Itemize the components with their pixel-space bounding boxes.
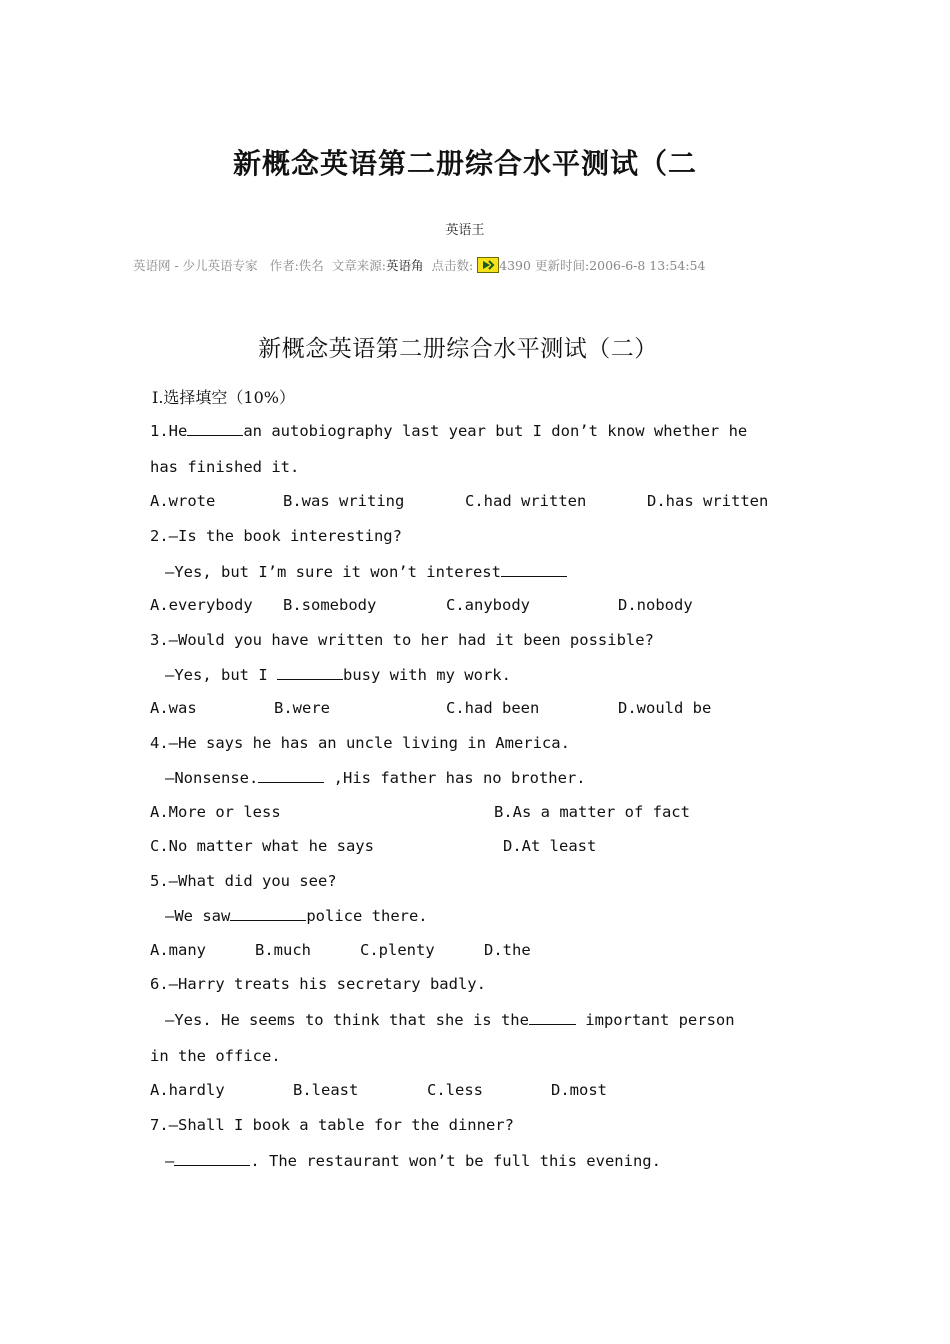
answer-blank[interactable]: [187, 421, 243, 436]
answer-blank[interactable]: [529, 1010, 576, 1025]
question-5-line-2: —We saw police there.: [165, 907, 428, 925]
option-d: D.has written: [647, 492, 769, 510]
option-c: C.No matter what he says: [150, 837, 374, 855]
meta-site: 英语网 - 少儿英语专家: [133, 258, 258, 273]
question-4-line-1: 4.—He says he has an uncle living in America.: [150, 734, 570, 752]
question-3-line-1: 3.—Would you have written to her had it been possible?: [150, 631, 654, 649]
article-meta: [133, 256, 705, 274]
option-d: D.nobody: [618, 596, 693, 614]
question-6-line-3: in the office.: [150, 1047, 281, 1065]
question-7-line-1: 7.—Shall I book a table for the dinner?: [150, 1116, 514, 1134]
question-5-line-1: 5.—What did you see?: [150, 872, 337, 890]
option-b: B.least: [293, 1081, 359, 1099]
section-subtitle: 新概念英语第二册综合水平测试（二）: [258, 336, 658, 362]
option-d: D.most: [551, 1081, 607, 1099]
option-a: A.many: [150, 941, 206, 959]
option-c: C.less: [427, 1081, 483, 1099]
question-6-line-2: —Yes. He seems to think that she is the important person: [165, 1011, 735, 1029]
question-4-line-2: —Nonsense. ,His father has no brother.: [165, 769, 586, 787]
option-c: C.had been: [446, 699, 540, 717]
question-1-line-2: has finished it.: [150, 458, 300, 476]
question-2-line-1: 2.—Is the book interesting?: [150, 527, 402, 545]
option-a: A.hardly: [150, 1081, 225, 1099]
meta-source-link[interactable]: 英语角: [385, 258, 424, 273]
section-heading: Ⅰ.选择填空（10%）: [152, 388, 295, 407]
option-b: B.much: [255, 941, 311, 959]
option-a: A.wrote: [150, 492, 216, 510]
option-a: A.everybody: [150, 596, 253, 614]
option-d: D.At least: [503, 837, 597, 855]
counter-icon: [477, 257, 499, 273]
answer-blank[interactable]: [277, 665, 343, 680]
author-line: 英语王: [445, 223, 485, 238]
question-1-line-1: 1.He an autobiography last year but I don’t know whether he: [150, 422, 748, 440]
answer-blank[interactable]: [258, 768, 324, 783]
option-b: B.As a matter of fact: [494, 803, 690, 821]
meta-author: 作者:佚名: [269, 258, 324, 273]
question-7-line-2: — . The restaurant won’t be full this evening.: [165, 1152, 661, 1170]
option-c: C.plenty: [360, 941, 435, 959]
meta-clicks: 4390: [499, 258, 531, 273]
option-a: A.More or less: [150, 803, 281, 821]
document-title: 新概念英语第二册综合水平测试（二: [232, 147, 697, 180]
option-d: D.would be: [618, 699, 712, 717]
option-d: D.the: [484, 941, 531, 959]
option-c: C.had written: [465, 492, 587, 510]
answer-blank[interactable]: [501, 562, 567, 577]
option-c: C.anybody: [446, 596, 530, 614]
meta-source-label: 文章来源:: [331, 258, 386, 273]
meta-clicks-label: 点击数:: [431, 258, 474, 273]
option-b: B.were: [274, 699, 330, 717]
question-6-line-1: 6.—Harry treats his secretary badly.: [150, 975, 486, 993]
option-b: B.was writing: [283, 492, 405, 510]
answer-blank[interactable]: [174, 1151, 250, 1166]
option-a: A.was: [150, 699, 197, 717]
meta-updated: 更新时间:2006-6-8 13:54:54: [534, 258, 706, 273]
answer-blank[interactable]: [230, 906, 306, 921]
question-2-line-2: —Yes, but I’m sure it won’t interest: [165, 562, 567, 581]
option-b: B.somebody: [283, 596, 377, 614]
question-3-line-2: —Yes, but I busy with my work.: [165, 666, 511, 684]
